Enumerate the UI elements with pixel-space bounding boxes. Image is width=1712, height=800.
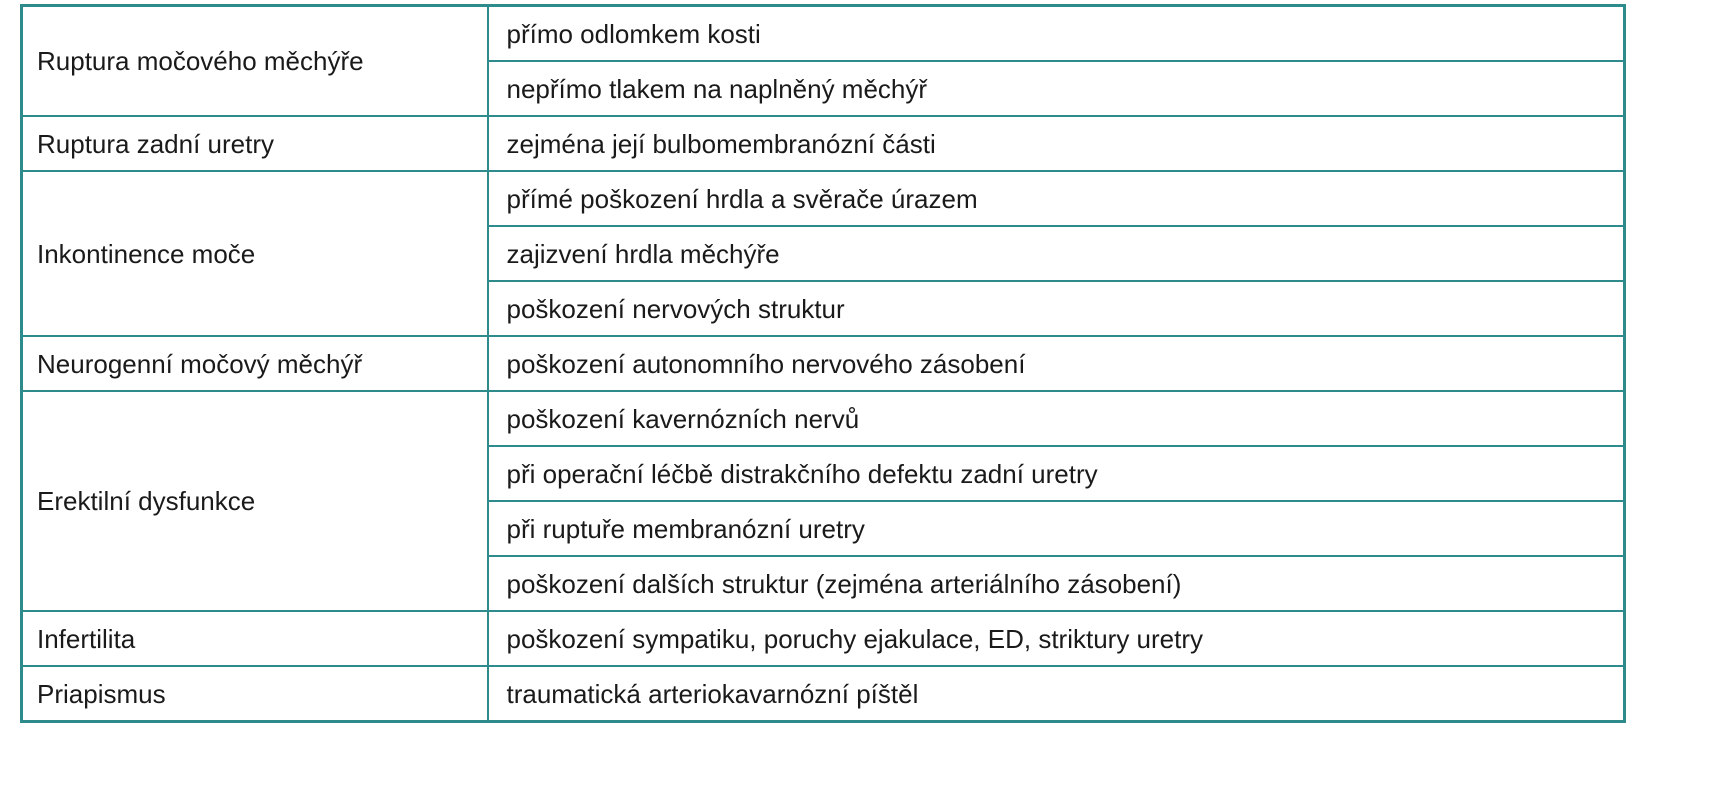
table-body — [22, 6, 1625, 722]
table-row — [22, 171, 1625, 226]
cause-cell: poškození kavernózních nervů — [488, 391, 1625, 446]
condition-cell: Erektilní dysfunkce — [22, 391, 488, 611]
complications-table-container — [20, 4, 1626, 723]
cause-cell: přímo odlomkem kosti — [488, 6, 1625, 62]
condition-cell: Infertilita — [22, 611, 488, 666]
cause-cell: poškození autonomního nervového zásobení — [488, 336, 1625, 391]
table-row — [22, 6, 1625, 62]
condition-cell: Inkontinence moče — [22, 171, 488, 336]
condition-cell: Ruptura zadní uretry — [22, 116, 488, 171]
table-row — [22, 116, 1625, 171]
table-row — [22, 666, 1625, 722]
table-row — [22, 336, 1625, 391]
cause-cell: poškození sympatiku, poruchy ejakulace, ED, striktury uretry — [488, 611, 1625, 666]
cause-cell: zejména její bulbomembranózní části — [488, 116, 1625, 171]
condition-cell: Priapismus — [22, 666, 488, 722]
cause-cell: při operační léčbě distrakčního defektu zadní uretry — [488, 446, 1625, 501]
cause-cell: zajizvení hrdla měchýře — [488, 226, 1625, 281]
table-row — [22, 611, 1625, 666]
cause-cell: přímé poškození hrdla a svěrače úrazem — [488, 171, 1625, 226]
cause-cell: poškození dalších struktur (zejména arteriálního zásobení) — [488, 556, 1625, 611]
condition-cell: Ruptura močového měchýře — [22, 6, 488, 117]
condition-cell: Neurogenní močový měchýř — [22, 336, 488, 391]
table-row — [22, 391, 1625, 446]
complications-table — [20, 4, 1626, 723]
cause-cell: při ruptuře membranózní uretry — [488, 501, 1625, 556]
cause-cell: nepřímo tlakem na naplněný měchýř — [488, 61, 1625, 116]
cause-cell: traumatická arteriokavarnózní píštěl — [488, 666, 1625, 722]
cause-cell: poškození nervových struktur — [488, 281, 1625, 336]
